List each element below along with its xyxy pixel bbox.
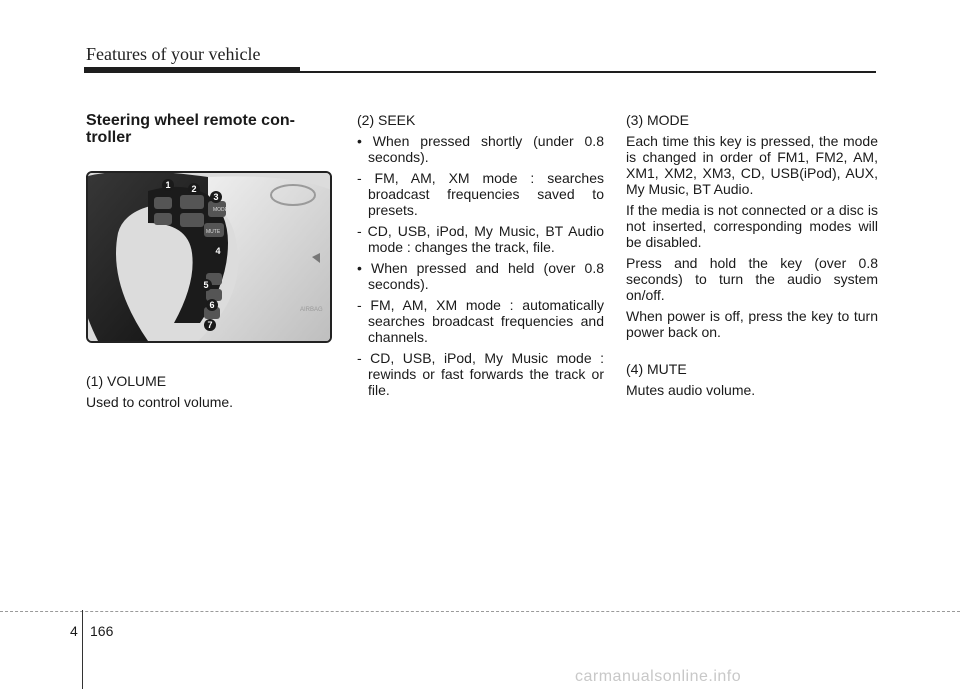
mode-label: MODE <box>213 207 228 213</box>
seek-item-6: - CD, USB, iPod, My Music mode : rewinds or fast forwards the track or file. <box>357 350 604 398</box>
mute-text: Mutes audio volume. <box>626 382 756 398</box>
airbag-label: AIRBAG <box>300 307 323 313</box>
chapter-number: 4 <box>70 623 78 639</box>
mode-paragraph-3: Press and hold the key (over 0.8 seconds) to turn the audio system on/off. <box>626 255 878 303</box>
mute-heading: (4) MUTE <box>626 361 687 377</box>
volume-heading: (1) VOLUME <box>86 373 167 389</box>
seek-item-3: - CD, USB, iPod, My Music, BT Audio mode : changes the track, file. <box>357 223 604 255</box>
mode-paragraph-1: Each time this key is pressed, the mode is changed in order of FM1, FM2, AM, XM1, XM2, XM3, CD, USB(iPod), AUX, My Music, BT Audio. <box>626 133 878 197</box>
page-number: 166 <box>90 623 114 639</box>
callout-5-label: 5 <box>203 280 209 290</box>
steering-wheel-illustration <box>88 173 330 341</box>
volume-text: Used to control volume. <box>86 394 234 410</box>
volume-section <box>86 373 334 415</box>
watermark: carmanualsonline.info <box>575 668 742 685</box>
column-1 <box>86 112 334 146</box>
seek-down-button-icon <box>180 213 204 227</box>
volume-down-button-icon <box>154 213 172 225</box>
seek-heading: (2) SEEK <box>357 112 416 128</box>
mode-paragraph-2: If the media is not connected or a disc is not inserted, corresponding modes will be disabled. <box>626 202 878 250</box>
section-title: Steering wheel remote con-troller <box>86 112 295 146</box>
column-2-seek <box>357 112 604 403</box>
seek-item-4: • When pressed and held (over 0.8 seconds). <box>357 260 604 292</box>
seek-item-2: - FM, AM, XM mode : searches broadcast frequencies saved to presets. <box>357 170 604 218</box>
callout-2-label: 2 <box>191 184 197 194</box>
page-header-title: Features of your vehicle <box>86 44 261 64</box>
seek-item-1: • When pressed shortly (under 0.8 seconds). <box>357 133 604 165</box>
volume-up-button-icon <box>154 197 172 209</box>
callout-1-label: 1 <box>165 180 171 190</box>
seek-item-5: - FM, AM, XM mode : automatically searches broadcast frequencies and channels. <box>357 297 604 345</box>
footer-divider <box>82 610 83 689</box>
column-3-mode <box>626 112 878 403</box>
callout-7-label: 7 <box>207 320 213 330</box>
callout-6-label: 6 <box>209 300 215 310</box>
callout-3-label: 3 <box>213 192 219 202</box>
callout-4-label: 4 <box>215 246 221 256</box>
footer-rule <box>0 611 960 612</box>
steering-wheel-figure <box>86 171 332 343</box>
mode-paragraph-4: When power is off, press the key to turn power back on. <box>626 308 878 340</box>
header-rule-thick <box>84 67 300 73</box>
seek-up-button-icon <box>180 195 204 209</box>
header-rule-thin <box>300 71 876 73</box>
mute-label: MUTE <box>206 229 221 235</box>
mode-heading: (3) MODE <box>626 112 689 128</box>
